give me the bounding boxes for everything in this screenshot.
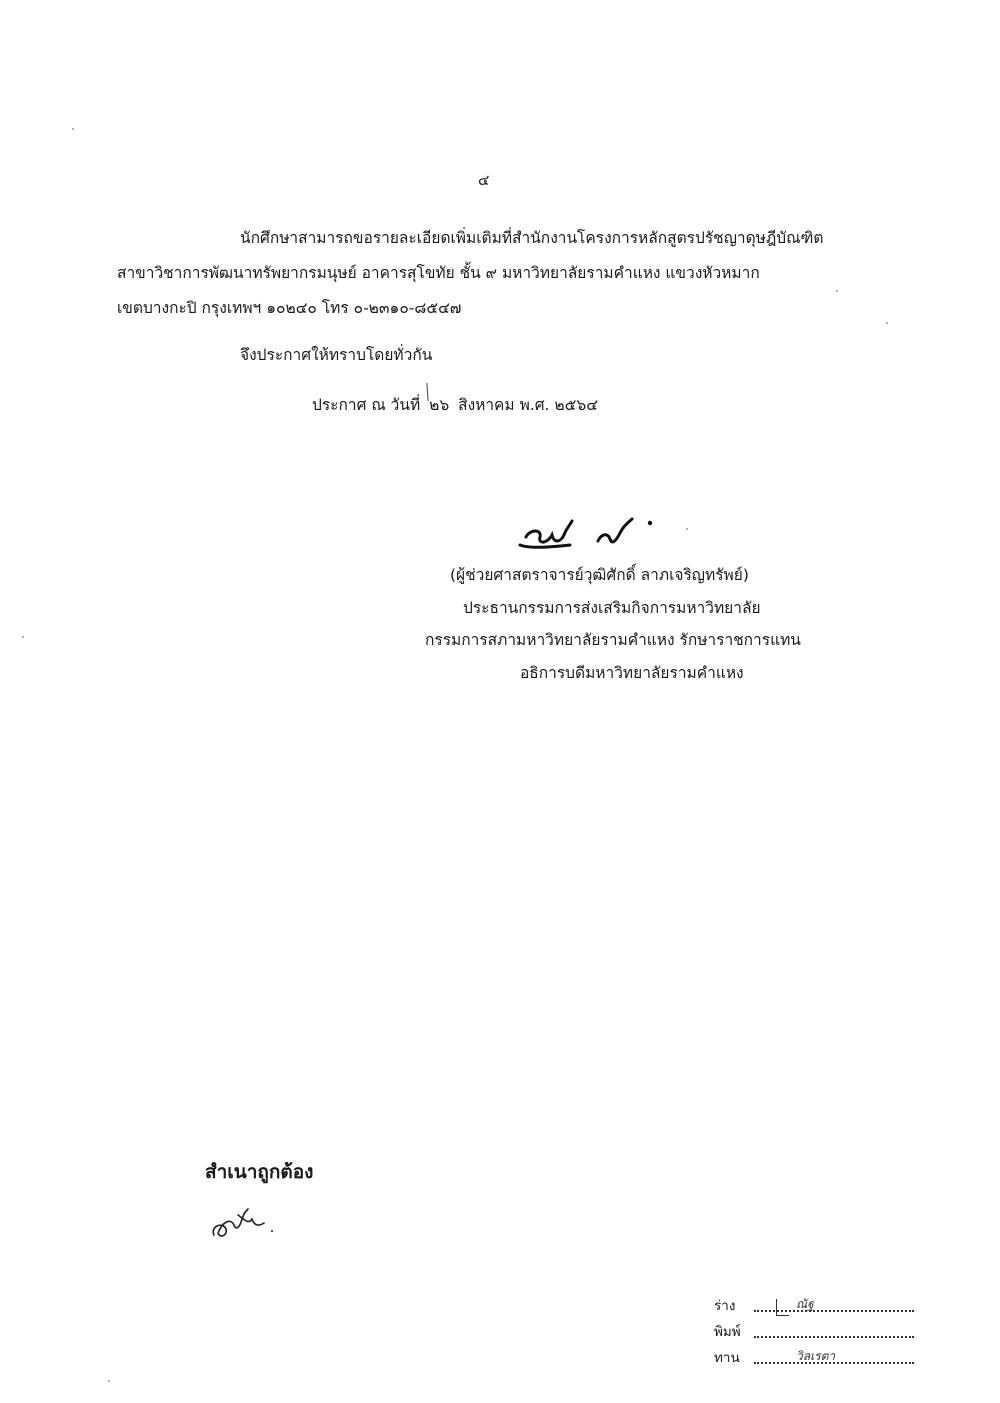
signatory-position-line-2: กรรมการสภามหาวิทยาลัยรามคำแหง รักษาราชการแทน bbox=[425, 631, 801, 649]
paragraph-line-3: เขตบางกะปิ กรุงเทพฯ ๑๐๒๔๐ โทร ๐-๒๓๑๐-๘๕๔๗ bbox=[117, 299, 462, 317]
scan-speck bbox=[72, 128, 74, 130]
scan-speck bbox=[108, 1380, 110, 1382]
routing-label-draft: ร่าง bbox=[714, 1298, 736, 1314]
routing-check-mark bbox=[776, 1299, 789, 1316]
date-day-handwritten: ๒๖ bbox=[425, 395, 453, 415]
routing-initials-proofread: วิลเรตา bbox=[796, 1349, 836, 1363]
routing-initials-draft: ณัฐ bbox=[796, 1297, 814, 1311]
date-month-year: สิงหาคม พ.ศ. ๒๕๖๔ bbox=[458, 396, 598, 414]
routing-block bbox=[714, 1293, 914, 1371]
routing-label-typed: พิมพ์ bbox=[714, 1324, 741, 1340]
signatory-name: (ผู้ช่วยศาสตราจารย์วุฒิศักดิ์ ลาภเจริญทรัพย์) bbox=[450, 566, 749, 584]
closing-statement: จึงประกาศให้ทราบโดยทั่วกัน bbox=[240, 346, 433, 364]
scan-speck bbox=[886, 322, 888, 324]
scan-speck bbox=[836, 290, 838, 292]
certified-copy-signature bbox=[208, 1205, 278, 1243]
routing-row-typed bbox=[714, 1319, 914, 1345]
signatory-signature bbox=[512, 515, 712, 563]
certified-copy-label: สำเนาถูกต้อง bbox=[205, 1161, 314, 1183]
announcement-date bbox=[312, 395, 598, 415]
routing-row-proofread bbox=[714, 1345, 914, 1371]
page-number: ๔ bbox=[478, 171, 490, 189]
routing-dotted-line bbox=[754, 1336, 914, 1338]
scan-speck bbox=[22, 636, 24, 638]
signatory-position-line-1: ประธานกรรมการส่งเสริมกิจการมหาวิทยาลัย bbox=[463, 599, 761, 617]
date-prefix: ประกาศ ณ วันที่ bbox=[312, 396, 421, 414]
routing-row-draft bbox=[714, 1293, 914, 1319]
signatory-position-line-3: อธิการบดีมหาวิทยาลัยรามคำแหง bbox=[520, 664, 744, 682]
paragraph-line-2: สาขาวิชาการพัฒนาทรัพยากรมนุษย์ อาคารสุโขทัย ชั้น ๙ มหาวิทยาลัยรามคำแหง แขวงหัวหมาก bbox=[117, 264, 760, 282]
routing-label-proofread: ทาน bbox=[714, 1350, 740, 1366]
paragraph-line-1: นักศึกษาสามารถขอรายละเอียดเพิ่มเติมที่สำนักงานโครงการหลักสูตรปรัชญาดุษฎีบัณฑิต bbox=[240, 229, 824, 247]
scan-speck bbox=[686, 528, 688, 530]
